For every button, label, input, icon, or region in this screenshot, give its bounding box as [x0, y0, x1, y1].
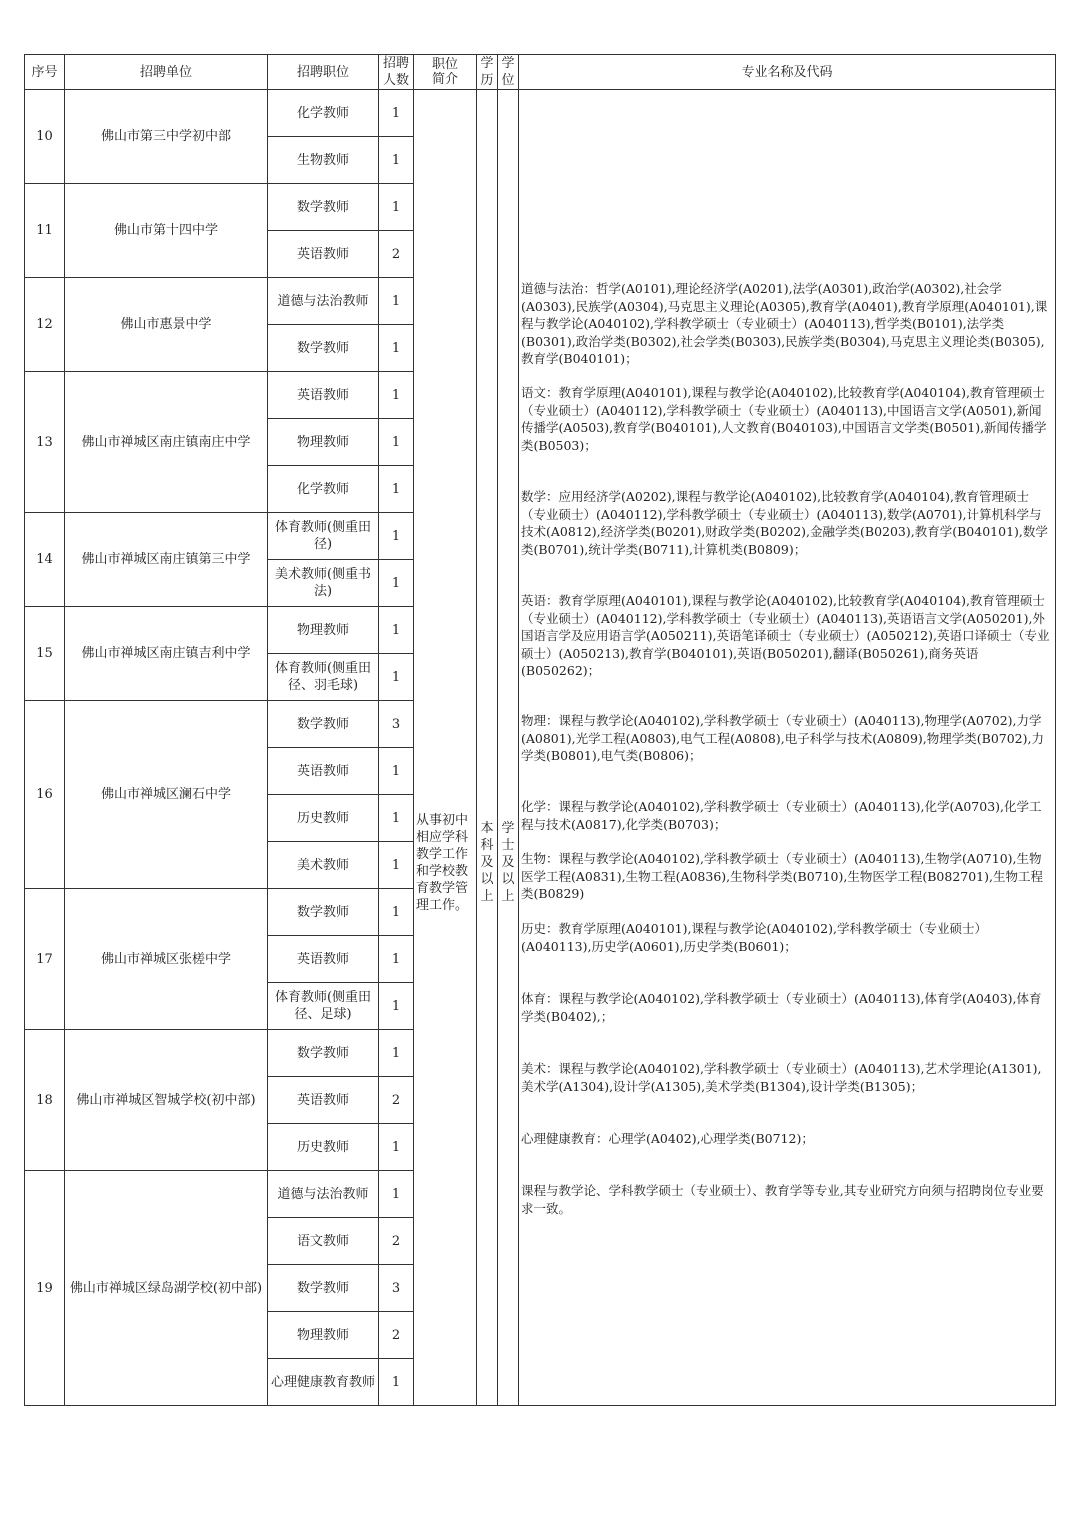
school-name: 佛山市禅城区智城学校(初中部) [65, 1030, 268, 1171]
position-count: 2 [379, 231, 414, 278]
position-title: 体育教师(侧重田径) [268, 513, 379, 560]
position-count: 1 [379, 1171, 414, 1218]
position-count: 1 [379, 513, 414, 560]
major-pe: 体育：课程与教学论(A040102),学科教学硕士（专业硕士）(A040113),体育学(A0403),体育学类(B0402),； [521, 991, 1042, 1024]
position-title: 心理健康教育教师 [268, 1359, 379, 1406]
header-education: 学历 [477, 55, 498, 90]
school-name: 佛山市禅城区绿岛湖学校(初中部) [65, 1171, 268, 1406]
school-name: 佛山市禅城区张槎中学 [65, 889, 268, 1030]
position-count: 3 [379, 1265, 414, 1312]
header-position: 招聘职位 [268, 55, 379, 90]
position-count: 1 [379, 1124, 414, 1171]
position-title: 美术教师 [268, 842, 379, 889]
position-title: 体育教师(侧重田径、足球) [268, 983, 379, 1030]
school-name: 佛山市第十四中学 [65, 184, 268, 278]
school-no: 19 [25, 1171, 65, 1406]
education-requirement: 本科及以上 [477, 90, 498, 1406]
position-title: 化学教师 [268, 90, 379, 137]
major-politics: 道德与法治：哲学(A0101),理论经济学(A0201),法学(A0301),政治学(A0302),社会学(A0303),民族学(A0304),马克思主义理论(A0305),教育学(A0401),教育学原理(A040101),课程与教学论(A040102),学科教学硕士（专业硕士）(A040113),哲学类(B0101),法学类(B0301),政治学类(B0302),社会学类(B0303),民族学类(B0304),马克思主义理论类(B0305),教育学(B040101)； [521, 281, 1048, 366]
position-count: 1 [379, 654, 414, 701]
position-count: 1 [379, 842, 414, 889]
header-intro: 职位简介 [414, 55, 477, 90]
header-count: 招聘人数 [379, 55, 414, 90]
position-title: 数学教师 [268, 325, 379, 372]
school-no: 18 [25, 1030, 65, 1171]
position-count: 1 [379, 795, 414, 842]
position-count: 2 [379, 1312, 414, 1359]
position-title: 数学教师 [268, 889, 379, 936]
major-math: 数学：应用经济学(A0202),课程与教学论(A040102),比较教育学(A040104),教育管理硕士（专业硕士）(A040112),学科教学硕士（专业硕士）(A040113),数学(A0701),计算机科学与技术(A0812),经济学类(B0201),财政学类(B0202),金融学类(B0203),教育学(B040101),数学类(B0701),统计学类(B0711),计算机类(B0809)； [521, 489, 1048, 557]
position-count: 2 [379, 1218, 414, 1265]
position-title: 数学教师 [268, 1265, 379, 1312]
header-no: 序号 [25, 55, 65, 90]
header-major: 专业名称及代码 [519, 55, 1056, 90]
school-no: 10 [25, 90, 65, 184]
header-degree: 学位 [498, 55, 519, 90]
position-title: 数学教师 [268, 701, 379, 748]
position-title: 道德与法治教师 [268, 278, 379, 325]
position-title: 物理教师 [268, 419, 379, 466]
position-count: 1 [379, 560, 414, 607]
school-no: 16 [25, 701, 65, 889]
school-name: 佛山市禅城区南庄镇吉利中学 [65, 607, 268, 701]
school-name: 佛山市禅城区南庄镇第三中学 [65, 513, 268, 607]
position-count: 1 [379, 325, 414, 372]
position-count: 1 [379, 137, 414, 184]
position-title: 历史教师 [268, 795, 379, 842]
position-count: 2 [379, 1077, 414, 1124]
position-intro: 从事初中相应学科教学工作和学校教育教学管理工作。 [414, 90, 477, 1406]
major-requirements [519, 90, 1056, 1406]
school-no: 14 [25, 513, 65, 607]
position-count: 1 [379, 419, 414, 466]
recruitment-table [24, 54, 1056, 1406]
school-no: 12 [25, 278, 65, 372]
position-title: 英语教师 [268, 372, 379, 419]
major-chinese: 语文：教育学原理(A040101),课程与教学论(A040102),比较教育学(A040104),教育管理硕士（专业硕士）(A040112),学科教学硕士（专业硕士）(A040113),中国语言文学(A0501),新闻传播学(A0503),教育学(B040101),人文教育(B040103),中国语言文学类(B0501),新闻传播学类(B0503)； [521, 385, 1047, 453]
school-name: 佛山市惠景中学 [65, 278, 268, 372]
school-name: 佛山市第三中学初中部 [65, 90, 268, 184]
position-title: 英语教师 [268, 936, 379, 983]
position-count: 1 [379, 936, 414, 983]
major-physics: 物理：课程与教学论(A040102),学科教学硕士（专业硕士）(A040113),物理学(A0702),力学(A0801),光学工程(A0803),电气工程(A0808),电子科学与技术(A0809),物理学类(B0702),力学类(B0801),电气类(B0806)； [521, 713, 1044, 763]
school-no: 17 [25, 889, 65, 1030]
position-title: 美术教师(侧重书法) [268, 560, 379, 607]
position-title: 历史教师 [268, 1124, 379, 1171]
position-count: 1 [379, 372, 414, 419]
degree-requirement: 学士及以上 [498, 90, 519, 1406]
position-count: 1 [379, 983, 414, 1030]
position-title: 数学教师 [268, 184, 379, 231]
position-count: 1 [379, 184, 414, 231]
school-no: 13 [25, 372, 65, 513]
major-art: 美术：课程与教学论(A040102),学科教学硕士（专业硕士）(A040113),艺术学理论(A1301),美术学(A1304),设计学(A1305),美术学类(B1304),设计学类(B1305)； [521, 1061, 1042, 1094]
position-title: 体育教师(侧重田径、羽毛球) [268, 654, 379, 701]
position-title: 生物教师 [268, 137, 379, 184]
position-count: 1 [379, 466, 414, 513]
position-title: 数学教师 [268, 1030, 379, 1077]
school-no: 15 [25, 607, 65, 701]
major-psychology: 心理健康教育：心理学(A0402),心理学类(B0712)； [521, 1131, 814, 1146]
position-count: 1 [379, 90, 414, 137]
position-count: 1 [379, 1030, 414, 1077]
position-title: 道德与法治教师 [268, 1171, 379, 1218]
position-title: 语文教师 [268, 1218, 379, 1265]
school-name: 佛山市禅城区澜石中学 [65, 701, 268, 889]
position-count: 1 [379, 1359, 414, 1406]
position-title: 英语教师 [268, 231, 379, 278]
table-row [25, 90, 1056, 137]
header-unit: 招聘单位 [65, 55, 268, 90]
major-history: 历史：教育学原理(A040101),课程与教学论(A040102),学科教学硕士（专业硕士）(A040113),历史学(A0601),历史学类(B0601)； [521, 921, 987, 954]
position-count: 1 [379, 748, 414, 795]
position-title: 物理教师 [268, 1312, 379, 1359]
position-count: 1 [379, 278, 414, 325]
school-name: 佛山市禅城区南庄镇南庄中学 [65, 372, 268, 513]
major-biology: 生物：课程与教学论(A040102),学科教学硕士（专业硕士）(A040113),生物学(A0710),生物医学工程(A0831),生物工程(A0836),生物科学类(B0710),生物医学工程(B082701),生物工程类(B0829) [521, 851, 1043, 901]
position-title: 物理教师 [268, 607, 379, 654]
header-row [25, 55, 1056, 90]
position-title: 化学教师 [268, 466, 379, 513]
position-title: 英语教师 [268, 748, 379, 795]
position-count: 1 [379, 607, 414, 654]
major-chemistry: 化学：课程与教学论(A040102),学科教学硕士（专业硕士）(A040113),化学(A0703),化学工程与技术(A0817),化学类(B0703)； [521, 799, 1042, 832]
major-note: 课程与教学论、学科教学硕士（专业硕士）、教育学等专业,其专业研究方向须与招聘岗位专业要求一致。 [521, 1183, 1044, 1216]
school-no: 11 [25, 184, 65, 278]
position-count: 3 [379, 701, 414, 748]
position-title: 英语教师 [268, 1077, 379, 1124]
position-count: 1 [379, 889, 414, 936]
major-english: 英语：教育学原理(A040101),课程与教学论(A040102),比较教育学(A040104),教育管理硕士（专业硕士）(A040112),学科教学硕士（专业硕士）(A040113),英语语言文学(A050201),外国语言学及应用语言学(A050211),英语笔译硕士（专业硕士）(A050212),英语口译硕士（专业硕士）(A050213),教育学(B040101),英语(B050201),翻译(B050261),商务英语(B050262)； [521, 593, 1050, 678]
